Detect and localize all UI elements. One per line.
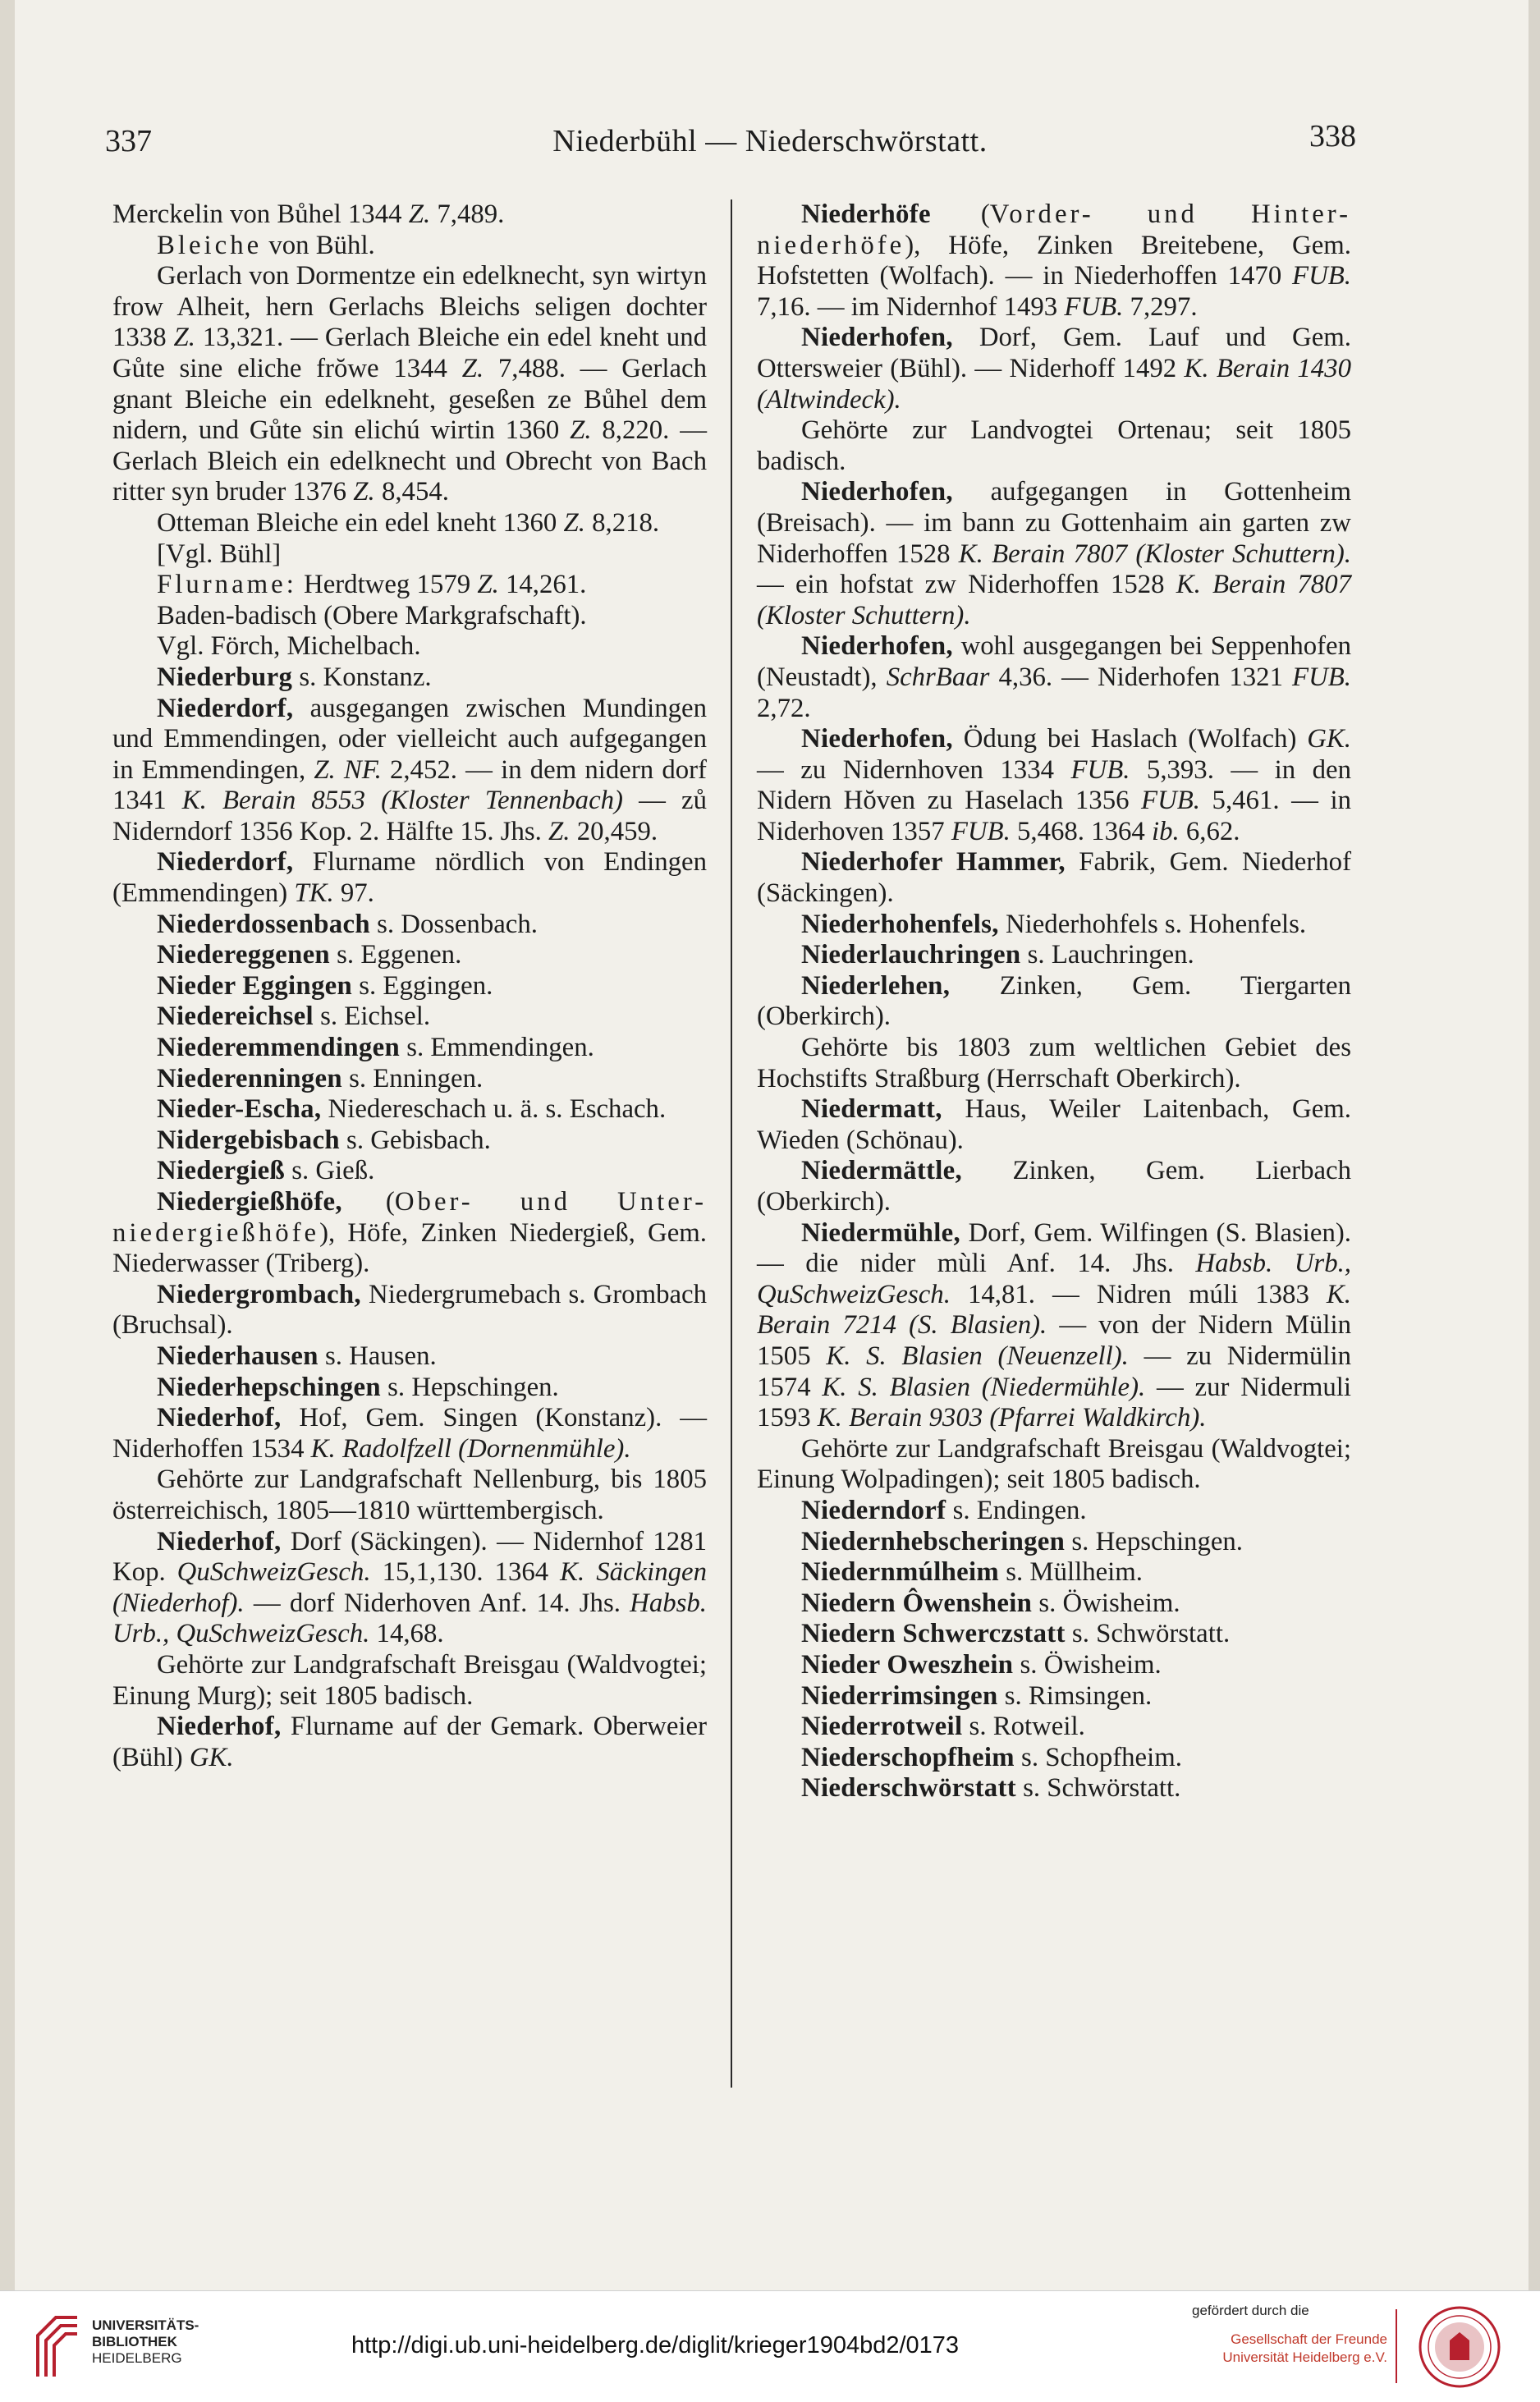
entry-citation: Z. — [173, 323, 195, 353]
entry-text: s. Eichsel. — [313, 1002, 431, 1032]
entry — [112, 1712, 707, 1773]
entry — [757, 199, 1351, 323]
entry-text: 7,297. — [1123, 291, 1198, 322]
entry-text: 20,459. — [570, 816, 658, 846]
entry — [112, 1527, 707, 1650]
sponsor-name-line2: Universität Heidelberg e.V. — [1222, 2349, 1387, 2365]
scan-edge-right — [1529, 0, 1540, 2290]
entry-headword: Niederdorf, — [157, 693, 294, 723]
entry-text: von Bühl. — [262, 230, 375, 260]
entry — [112, 1341, 707, 1373]
entry-headword: Niederhofer Hammer, — [801, 847, 1066, 878]
entry — [112, 940, 707, 971]
entry-headword: Niederhausen — [157, 1341, 319, 1371]
entry — [757, 1527, 1351, 1558]
entry-text: ausgegangen zwischen Mundingen und Emmendingen, oder vielleicht auch aufgegangen in Emmendingen, — [112, 693, 707, 785]
entry-headword: Niederburg — [157, 662, 293, 692]
entry-text: — zu Nidernhoven 1334 — [757, 754, 1071, 785]
entry-text: ( — [930, 199, 990, 229]
entry-citation: K. Berain 9303 (Pfarrei Waldkirch). — [817, 1403, 1207, 1433]
entry-text: s. Müllheim. — [999, 1557, 1143, 1588]
entry-citation: FUB. — [1070, 754, 1130, 785]
entry — [757, 1557, 1351, 1588]
entry-headword: Niederhofen, — [801, 631, 953, 662]
entry — [112, 261, 707, 508]
entry-headword: Niederhofen, — [801, 477, 953, 507]
entry-headword: Niedermättle, — [801, 1156, 963, 1186]
running-title: Niederbühl — Niederschwörstatt. — [552, 124, 988, 158]
entry-text: — zů Niderndorf 1356 Kop. 2. Hälfte 15. Jhs. — [112, 786, 708, 846]
entry-headword: Niedereggenen — [157, 940, 330, 970]
entry — [757, 1218, 1351, 1434]
entry-headword: Niedern Schwerczstatt — [801, 1619, 1066, 1649]
entry-text: Otteman Bleiche ein edel kneht 1360 — [157, 507, 564, 538]
entry-headword: Niedergieß — [157, 1156, 286, 1186]
entry — [757, 1650, 1351, 1681]
entry — [112, 1156, 707, 1187]
entry — [112, 570, 707, 601]
entry-headword: Nieder-Escha, — [157, 1094, 322, 1125]
entry-text: s. Dossenbach. — [369, 909, 538, 939]
library-name — [92, 2317, 199, 2367]
entry-text: 15,1,130. 1364 — [370, 1557, 561, 1588]
entry-text: Gehörte zur Landvogtei Ortenau; seit 1805 badisch. — [757, 415, 1351, 476]
entry-citation: Z. — [477, 570, 499, 600]
entry — [112, 508, 707, 539]
entry-text: 97. — [333, 878, 374, 909]
entry-citation: Z. — [563, 507, 585, 538]
entry-text: Flurname: — [157, 570, 297, 600]
entry-headword: Niederrotweil — [801, 1712, 963, 1742]
entry-headword: Niederschwörstatt — [801, 1773, 1016, 1804]
entry — [112, 1064, 707, 1095]
entry-headword: Niedermatt, — [801, 1094, 942, 1125]
entry-text: ), Höfe, Zinken Niedergieß, Gem. Niederwasser (Triberg). — [112, 1217, 707, 1279]
entry-text: s. Öwisheim. — [1032, 1588, 1180, 1618]
entry — [112, 1373, 707, 1404]
entry-text: s. Hausen. — [318, 1341, 437, 1371]
entry-text: Gehörte bis 1803 zum weltlichen Gebiet des Hochstifts Straßburg (Herrschaft Oberkirch). — [757, 1033, 1351, 1093]
entry-headword: Niederhof, — [157, 1712, 282, 1742]
column-divider — [731, 199, 732, 2088]
entry — [112, 1033, 707, 1064]
entry-citation: Z. — [461, 353, 484, 383]
entry-citation: FUB. — [1064, 291, 1124, 322]
entry-text: Fabrik, Gem. Niederhof (Säckingen). — [757, 847, 1351, 909]
entry — [757, 1033, 1351, 1094]
entry-text: Dorf, Gem. Lauf und Gem. Ottersweier (Bühl). — Niderhoff 1492 — [757, 323, 1351, 383]
entry-headword: Niederhohenfels, — [801, 909, 999, 939]
entry-text: s. Rimsingen. — [997, 1680, 1153, 1711]
entry-citation: Z. NF. — [314, 754, 382, 785]
entry-text: s. Schwörstatt. — [1015, 1773, 1181, 1804]
entry-headword: Niederdorf, — [157, 847, 294, 878]
entry — [112, 1002, 707, 1033]
entry-citation: K. Säckingen (Niederhof). — [112, 1557, 707, 1618]
right-column — [757, 199, 1351, 1804]
entry-headword: Niederemmendingen — [157, 1033, 400, 1063]
entry-headword: Niedereichsel — [157, 1002, 314, 1032]
entry-text: s. Endingen. — [946, 1495, 1087, 1525]
entry — [757, 971, 1351, 1033]
entry — [757, 1619, 1351, 1650]
entry-text: s. Rotweil. — [962, 1712, 1085, 1742]
entry-text: s. Schwörstatt. — [1065, 1619, 1231, 1649]
entry-text: Zinken, Gem. Lierbach (Oberkirch). — [757, 1156, 1351, 1217]
entry-headword: Niedernhebscheringen — [801, 1526, 1066, 1556]
entry-text: s. Gieß. — [285, 1156, 375, 1186]
entry — [112, 971, 707, 1002]
entry-headword: Niederhepschingen — [157, 1372, 381, 1402]
entry-citation: FUB. — [1292, 261, 1351, 291]
entry-text: aufgegangen in Gottenheim (Breisach). — im bann zu Gottenhaim ain garten zw Niderhoffen 1528 — [757, 477, 1351, 569]
entry — [757, 1094, 1351, 1156]
entry-text: s. Lauchringen. — [1020, 940, 1194, 970]
entry-citation: Z. — [408, 199, 431, 229]
entry-citation: ib. — [1151, 816, 1180, 846]
entry-text: s. Schopfheim. — [1014, 1742, 1182, 1772]
entry-text: Gehörte zur Landgrafschaft Breisgau (Waldvogtei; Einung Wolpadingen); seit 1805 badisch. — [757, 1433, 1351, 1495]
entry-citation: K. Radolfzell (Dornenmühle). — [310, 1433, 631, 1464]
entry — [112, 601, 707, 632]
entry-citation: Z. — [548, 816, 571, 846]
entry — [112, 1403, 707, 1465]
entry-citation: Z. — [570, 415, 592, 446]
entry-headword: Niederhof, — [157, 1403, 282, 1433]
entry — [112, 1650, 707, 1712]
entry-text: s. Eggenen. — [329, 940, 462, 970]
entry-text: wohl ausgegangen bei Seppenhofen (Neustadt), — [757, 631, 1351, 692]
entry-text: 2,452. — in dem nidern dorf 1341 — [112, 754, 707, 816]
footer-bar — [0, 2290, 1540, 2402]
entry-headword: Niederenningen — [157, 1063, 342, 1093]
entry-text: s. Hepschingen. — [380, 1372, 559, 1402]
entry-text: Flurname auf der Gemark. Oberweier (Bühl) — [112, 1712, 707, 1772]
entry — [757, 1773, 1351, 1804]
footer-divider — [1396, 2309, 1397, 2383]
entry-headword: Nieder Oweszhein — [801, 1649, 1014, 1680]
entry-text: Gerlach von Dormentze ein edelknecht, syn wirtyn frow Alheit, hern Gerlachs Bleichs seligen dochter 1338 — [112, 261, 707, 353]
sponsor-name-line1: Gesellschaft der Freunde — [1231, 2331, 1387, 2347]
entry-text: Haus, Weiler Laitenbach, Gem. Wieden (Schönau). — [757, 1094, 1351, 1155]
entry-citation: FUB. — [951, 816, 1011, 846]
entry — [757, 1496, 1351, 1527]
entry-text: — zur Nidermuli 1593 — [757, 1372, 1351, 1433]
entry — [112, 539, 707, 571]
entry — [112, 1125, 707, 1157]
entry-citation: SchrBaar — [886, 662, 990, 692]
entry-text: Dorf, Gem. Wilfingen (S. Blasien). — die nider mùli Anf. 14. Jhs. — [757, 1217, 1351, 1279]
entry-text: 7,16. — im Nidernhof 1493 — [757, 291, 1065, 322]
entry-headword: Niederhof, — [157, 1526, 282, 1556]
left-column — [112, 199, 707, 1773]
entry — [112, 910, 707, 941]
entry-citation: GK. — [189, 1742, 234, 1772]
entry-headword: Niedern Ôwenshein — [801, 1588, 1033, 1618]
entry-headword: Niederhofen, — [801, 323, 953, 353]
entry-citation: K. Berain 7807 (Kloster Schuttern). — [958, 539, 1351, 569]
entry-text: Baden-badisch (Obere Markgrafschaft). — [157, 600, 587, 630]
entry-text: Niederhohfels s. Hohenfels. — [998, 909, 1307, 939]
entry-headword: Niederlehen, — [801, 970, 951, 1001]
entry-text: 7,489. — [430, 199, 505, 229]
entry-headword: Niedernmúlheim — [801, 1557, 1000, 1588]
entry — [112, 694, 707, 848]
entry-citation: K. Berain 7807 (Kloster Schuttern). — [757, 570, 1351, 630]
entry-text: 6,62. — [1179, 816, 1240, 846]
entry-text: Vgl. Förch, Michelbach. — [157, 631, 421, 662]
entry — [112, 847, 707, 909]
entry-text: Ober- und Unter-niedergießhöfe — [112, 1187, 707, 1248]
digital-object-url[interactable]: http://digi.ub.uni-heidelberg.de/diglit/krieger1904bd2/0173 — [351, 2332, 960, 2358]
entry-citation: QuSchweizGesch. — [176, 1557, 371, 1588]
entry-text: Zinken, Gem. Tiergarten (Oberkirch). — [757, 970, 1351, 1032]
page-number-right: 338 — [1309, 119, 1356, 154]
entry — [112, 662, 707, 694]
entry-citation: FUB. — [1141, 786, 1200, 816]
entry-text: s. Hepschingen. — [1065, 1526, 1244, 1556]
entry-text: Dorf (Säckingen). — Nidernhof 1281 Kop. — [112, 1526, 707, 1588]
entry-text: — ein hofstat zw Niderhoffen 1528 — [757, 570, 1176, 600]
entry — [112, 1465, 707, 1526]
entry-headword: Niederdossenbach — [157, 909, 370, 939]
entry-headword: Niederhofen, — [801, 724, 953, 754]
entry-text: 14,81. — Nidren múli 1383 — [950, 1279, 1327, 1309]
entry-headword: Niedermühle, — [801, 1217, 960, 1248]
entry — [112, 1187, 707, 1280]
entry — [112, 231, 707, 262]
entry-citation: Habsb. Urb., QuSchweizGesch. — [757, 1249, 1351, 1309]
entry-text: Niedergrumebach s. Grombach (Bruchsal). — [112, 1279, 707, 1341]
entry-text: ( — [341, 1187, 395, 1217]
entry-citation: K. S. Blasien (Niedermühle). — [822, 1372, 1146, 1402]
entry-text: 5,461. — in Niderhoven 1357 — [757, 786, 1351, 846]
entry — [112, 1280, 707, 1341]
entry — [757, 1434, 1351, 1496]
sponsor-caption: gefördert durch die — [1192, 2303, 1309, 2318]
library-name-line3: HEIDELBERG — [92, 2350, 182, 2366]
entry-text: 5,393. — in den Nidern Hŏven zu Haselach 1356 — [757, 754, 1351, 816]
entry-text: s. Konstanz. — [292, 662, 432, 692]
entry-text: 8,454. — [374, 477, 449, 507]
entry-text: 4,36. — Niderhofen 1321 — [989, 662, 1293, 692]
entry-text: Niedereschach u. ä. s. Eschach. — [321, 1094, 667, 1125]
entry-citation: FUB. — [1292, 662, 1351, 692]
entry-text: 14,261. — [498, 570, 587, 600]
entry-text: Flurname nördlich von Endingen (Emmendingen) — [112, 847, 707, 909]
entry — [757, 724, 1351, 847]
entry-text: s. Öwisheim. — [1013, 1649, 1162, 1680]
entry — [757, 1743, 1351, 1774]
entry — [757, 847, 1351, 909]
entry-headword: Niedergießhöfe, — [157, 1187, 342, 1217]
entry-citation: K. Berain 8553 (Kloster Tennenbach) — [181, 786, 623, 816]
entry-headword: Nieder Eggingen — [157, 970, 353, 1001]
entry-headword: Niedergrombach, — [157, 1279, 361, 1309]
entry-citation: GK. — [1307, 724, 1351, 754]
entry-headword: Niederrimsingen — [801, 1680, 998, 1711]
entry-text: [Vgl. Bühl] — [157, 539, 282, 569]
page-number-left: 337 — [105, 124, 152, 158]
entry-text: 5,468. 1364 — [1010, 816, 1152, 846]
entry — [757, 940, 1351, 971]
entry — [757, 631, 1351, 724]
entry-text: Hof, Gem. Singen (Konstanz). — Niderhoffen 1534 — [112, 1403, 707, 1464]
entry-text: Bleiche — [157, 230, 263, 260]
entry-headword: Niederlauchringen — [801, 940, 1021, 970]
entry — [757, 323, 1351, 415]
entry-text: ), Höfe, Zinken Breitebene, Gem. Hofstetten (Wolfach). — in Niederhoffen 1470 — [757, 230, 1351, 291]
library-name-line2: BIBLIOTHEK — [92, 2334, 177, 2349]
entry — [757, 1156, 1351, 1217]
entry — [112, 1094, 707, 1125]
entry-text: 7,488. — Gerlach gnant Bleiche ein edelkneht, geseßen ze Bůhel dem nidern, und Gůte sin elichú wirtin 1360 — [112, 353, 707, 446]
library-name-line1: UNIVERSITÄTS- — [92, 2317, 199, 2333]
entry — [757, 1712, 1351, 1743]
page-header — [0, 115, 1540, 164]
entry-text: Herdtweg 1579 — [296, 570, 478, 600]
sponsor-name — [1199, 2331, 1387, 2367]
entry-citation: K. Berain 7214 (S. Blasien). — [757, 1279, 1351, 1341]
entry-citation: Z. — [353, 477, 375, 507]
entry-text: Vorder- und Hinter-niederhöfe — [757, 199, 1351, 260]
entry-text: — zu Nidermülin 1574 — [757, 1341, 1351, 1402]
entry-text: s. Emmendingen. — [400, 1033, 594, 1063]
library-logo-icon — [31, 2311, 84, 2380]
entry-citation: TK. — [294, 878, 334, 909]
entry-text: — von der Nidern Mülin 1505 — [757, 1310, 1351, 1371]
entry-text: 2,72. — [757, 693, 811, 723]
entry-text: 8,220. — Gerlach Bleich ein edelknecht und Obrecht von Bach ritter syn bruder 1376 — [112, 415, 707, 507]
entry — [757, 1681, 1351, 1712]
entry-citation: K. Berain 1430 (Altwindeck). — [757, 353, 1351, 415]
entry-text: 14,68. — [369, 1619, 444, 1649]
entry — [757, 415, 1351, 477]
entry-text: Ödung bei Haslach (Wolfach) — [952, 724, 1308, 754]
entry-citation: Habsb. Urb., QuSchweizGesch. — [112, 1588, 707, 1649]
entry-text: s. Eggingen. — [352, 970, 493, 1001]
entry-text: s. Gebisbach. — [339, 1125, 491, 1155]
entry-text: 8,218. — [584, 507, 660, 538]
entry-text: 13,321. — Gerlach Bleiche ein edel kneht und Gůte sine eliche frŏwe 1344 — [112, 323, 707, 383]
scan-edge-left — [0, 0, 15, 2290]
entry-citation: K. S. Blasien (Neuenzell). — [826, 1341, 1129, 1371]
entry-text: s. Enningen. — [341, 1063, 484, 1093]
entry-headword: Nidergebisbach — [157, 1125, 340, 1155]
entry — [757, 910, 1351, 941]
entry-text: Gehörte zur Landgrafschaft Nellenburg, bis 1805 österreichisch, 1805—1810 württembergisch. — [112, 1465, 707, 1525]
entry — [757, 1588, 1351, 1620]
university-seal-icon — [1417, 2304, 1502, 2390]
entry — [112, 199, 707, 231]
entry-text: Gehörte zur Landgrafschaft Breisgau (Waldvogtei; Einung Murg); seit 1805 badisch. — [112, 1649, 707, 1711]
entry — [112, 631, 707, 662]
entry-text: — dorf Niderhoven Anf. 14. Jhs. — [244, 1588, 630, 1618]
entry-headword: Niederndorf — [801, 1495, 946, 1525]
entry-headword: Niederhöfe — [801, 199, 931, 229]
entry — [757, 477, 1351, 631]
entry-headword: Niederschopfheim — [801, 1742, 1015, 1772]
entry-text: Merckelin von Bůhel 1344 — [112, 199, 409, 229]
